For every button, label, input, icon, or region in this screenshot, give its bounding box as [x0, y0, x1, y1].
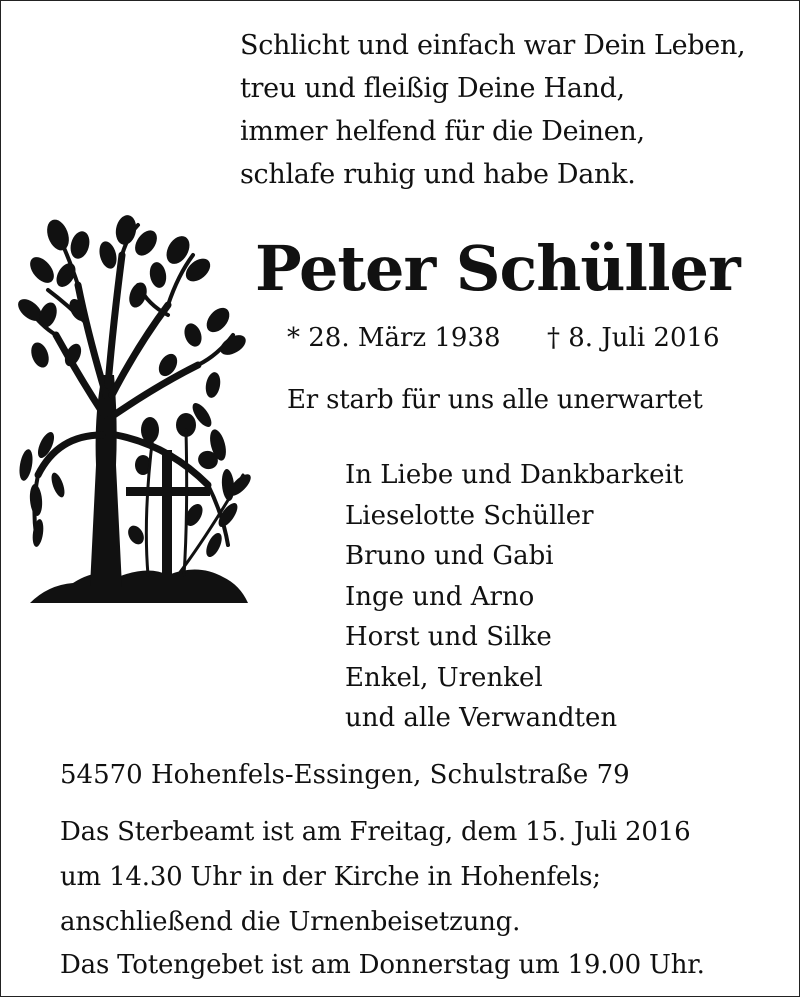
life-dates: [287, 318, 787, 358]
service-line: Das Sterbeamt ist am Freitag, dem 15. Juli 2016: [60, 817, 691, 847]
poem-line: schlafe ruhig und habe Dank.: [240, 159, 636, 190]
mourner-line: Inge und Arno: [345, 581, 535, 612]
service-info: [60, 810, 780, 945]
poem-line: immer helfend für die Deinen,: [240, 116, 645, 147]
prayer-info: Das Totengebet ist am Donnerstag um 19.00 Uhr.: [60, 950, 705, 980]
address: 54570 Hohenfels-Essingen, Schulstraße 79: [60, 760, 630, 790]
poem: [240, 24, 780, 196]
mourner-line: In Liebe und Dankbarkeit: [345, 460, 684, 490]
service-line: anschließend die Urnenbeisetzung.: [60, 907, 521, 937]
mourner-line: Enkel, Urenkel: [345, 662, 543, 693]
death-note: Er starb für uns alle unerwartet: [287, 385, 703, 415]
birth-date: * 28. März 1938: [287, 323, 501, 353]
poem-line: treu und fleißig Deine Hand,: [240, 73, 625, 104]
mourner-line: Bruno und Gabi: [345, 541, 554, 571]
service-line: um 14.30 Uhr in der Kirche in Hohenfels;: [60, 862, 601, 892]
mourner-line: Horst und Silke: [345, 622, 552, 652]
death-date: † 8. Juli 2016: [547, 323, 720, 353]
mourner-line: und alle Verwandten: [345, 703, 618, 733]
poem-line: Schlicht und einfach war Dein Leben,: [240, 30, 746, 61]
mourner-line: Lieselotte Schüller: [345, 500, 594, 531]
tree-and-cross-icon: [18, 215, 258, 615]
mourners-list: [345, 455, 785, 739]
deceased-name: Peter Schüller: [255, 232, 740, 305]
